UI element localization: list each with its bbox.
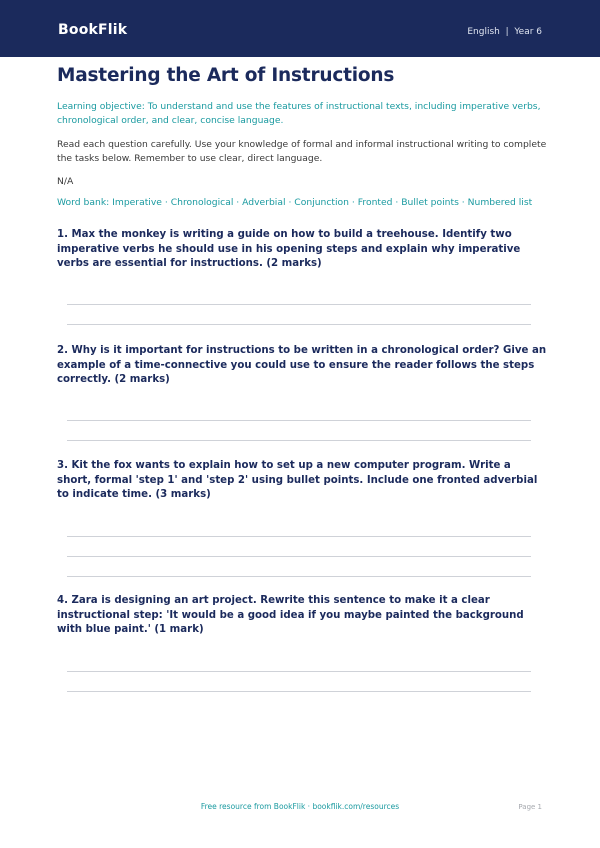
footer-resource-link[interactable]: Free resource from BookFlik · bookflik.com/resources (200, 802, 400, 811)
answer-line[interactable] (67, 420, 531, 421)
word-bank: Word bank: Imperative · Chronological · Adverbial · Conjunction · Fronted · Bullet points · Numbered list (57, 197, 533, 208)
question-3: 3. Kit the fox wants to explain how to set up a new computer program. Write a short, formal 'step 1' and 'step 2' using bullet points. Include one fronted adverbial to indicate time. (3 marks) (57, 460, 538, 500)
instructions-intro: Read each question carefully. Use your knowledge of formal and informal instructional writing to complete the tasks below. Remember to use clear, direct language. (57, 139, 547, 164)
header-bar (0, 0, 600, 57)
subject-year-label: English | Year 6 (467, 27, 542, 37)
question-2: 2. Why is it important for instructions to be written in a chronological order? Give an example of a time-connective you could use to ensure the reader follows the steps correctly. (2 marks) (57, 345, 547, 385)
page-number: Page 1 (518, 803, 542, 811)
answer-line[interactable] (67, 440, 531, 441)
answer-line[interactable] (67, 536, 531, 537)
learning-objective: Learning objective: To understand and use the features of instructional texts, including imperative verbs, chronological order, and clear, concise language. (57, 101, 541, 126)
answer-line[interactable] (67, 304, 531, 305)
answer-line[interactable] (67, 556, 531, 557)
answer-line[interactable] (67, 691, 531, 692)
question-1: 1. Max the monkey is writing a guide on how to build a treehouse. Identify two imperative verbs he should use in his opening steps and explain why imperative verbs are essential for instructions. (2 marks) (57, 229, 521, 269)
answer-line[interactable] (67, 324, 531, 325)
na-note: N/A (57, 176, 74, 187)
answer-line[interactable] (67, 576, 531, 577)
answer-line[interactable] (67, 671, 531, 672)
question-4: 4. Zara is designing an art project. Rewrite this sentence to make it a clear instructional step: 'It would be a good idea if you maybe painted the background with blue paint.' (1 mark) (57, 595, 524, 635)
brand-logo: BookFlik (58, 22, 128, 38)
page-title: Mastering the Art of Instructions (57, 65, 395, 86)
